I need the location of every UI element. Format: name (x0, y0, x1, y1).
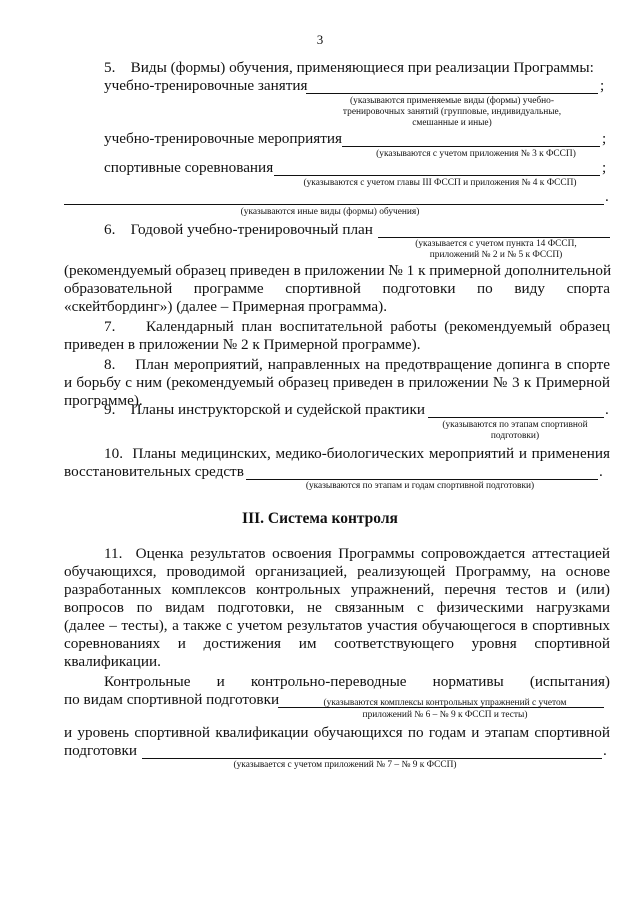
p6-cont-2: образовательной программе спортивной подготовки по виду спорта (64, 280, 610, 297)
p5-events-blank (342, 146, 600, 147)
p5-events-note: (указываются с учетом приложения № 3 к ФССП) (376, 149, 576, 159)
p10-line-2: восстановительных средств (64, 463, 244, 480)
p8-line-1: 8. План мероприятий, направленных на предотвращение допинга в спорте (104, 356, 610, 373)
p7-line-1: 7. Календарный план воспитательной работы (рекомендуемый образец (104, 318, 610, 335)
p6-note-1: (указывается с учетом пункта 14 ФССП, (415, 239, 577, 249)
p5-competitions-label: спортивные соревнования (104, 159, 274, 176)
p5-other-blank (64, 204, 604, 205)
p10-note: (указываются по этапам и годам спортивной подготовки) (305, 481, 535, 491)
p5-classes-note-2: тренировочных занятий (групповые, индивидуальные, (342, 107, 562, 117)
page-number: 3 (316, 32, 324, 47)
p6-cont-1: (рекомендуемый образец приведен в приложении № 1 к примерной дополнительной (64, 262, 612, 279)
p11-line-1: 11. Оценка результатов освоения Программы сопровождается аттестацией (104, 545, 610, 562)
p12-note-3: (указывается с учетом приложений № 7 – № 9 к ФССП) (233, 760, 457, 770)
p11-line-4: вопросов по видам подготовки, не связанным с физическими нагрузками (64, 599, 610, 616)
p6-blank (378, 237, 610, 238)
p8-line-3: программе). (64, 392, 143, 409)
punct: ; (600, 77, 605, 94)
p8-line-2: и борьбу с ним (рекомендуемый образец приведен в приложении № 3 к Примерной (64, 374, 610, 391)
p11-line-2: обучающихся, проводимой организацией, реализующей Программу, на основе (64, 563, 610, 580)
punct: ; (602, 130, 607, 147)
p9-label: 9. Планы инструкторской и судейской практики (104, 401, 425, 418)
p11-line-5: (далее – тесты), а также с учетом результатов участия обучающегося в спортивных (64, 617, 610, 634)
p5-classes-note-1: (указываются применяемые виды (формы) учебно- (350, 96, 554, 106)
p12-line-2: по видам спортивной подготовки (64, 691, 280, 708)
section-heading: III. Система контроля (242, 510, 398, 527)
p5-classes-label: учебно-тренировочные занятия (104, 77, 308, 94)
p5-classes-note-3: смешанные и иные) (412, 118, 492, 128)
p6-label: 6. Годовой учебно-тренировочный план (104, 221, 373, 238)
punct: . (605, 188, 609, 205)
p12-note-1: (указываются комплексы контрольных упражнений с учетом (323, 698, 567, 708)
p12-blank-2 (142, 758, 602, 759)
p10-line-1: 10. Планы медицинских, медико-биологических мероприятий и применения (104, 445, 610, 462)
p5-classes-blank (306, 93, 598, 94)
p10-blank (246, 479, 598, 480)
p5-competitions-note: (указываются с учетом главы III ФССП и приложения № 4 к ФССП) (303, 178, 577, 188)
p12-line-4: подготовки (64, 742, 137, 759)
p7-line-2: приведен в приложении № 2 к Примерной программе). (64, 336, 421, 353)
p11-line-7: квалификации. (64, 653, 161, 670)
punct: ; (602, 159, 607, 176)
p6-cont-3: «скейтбординг») (далее – Примерная программа). (64, 298, 388, 315)
punct: . (605, 401, 609, 418)
p5-competitions-blank (274, 175, 600, 176)
p11-line-3: разработанных комплексов контрольных упражнений, перечня тестов и (или) (64, 581, 610, 598)
p5-other-note: (указываются иные виды (формы) обучения) (240, 207, 420, 217)
p9-note-2: подготовки) (490, 431, 540, 441)
p5-events-label: учебно-тренировочные мероприятия (104, 130, 342, 147)
p9-note-1: (указываются по этапам спортивной (442, 420, 588, 430)
p12-line-1: Контрольные и контрольно-переводные нормативы (испытания) (104, 673, 610, 690)
p9-blank (428, 417, 604, 418)
p12-line-3: и уровень спортивной квалификации обучающихся по годам и этапам спортивной (64, 724, 610, 741)
p11-line-6: соревнованиях и достижения им соответствующего уровня спортивной (64, 635, 610, 652)
punct: . (599, 463, 603, 480)
p6-note-2: приложений № 2 и № 5 к ФССП) (429, 250, 563, 260)
p5-line-1: 5. Виды (формы) обучения, применяющиеся при реализации Программы: (104, 59, 594, 76)
punct: . (603, 742, 607, 759)
p12-note-2: приложений № 6 – № 9 к ФССП и тесты) (362, 710, 528, 720)
